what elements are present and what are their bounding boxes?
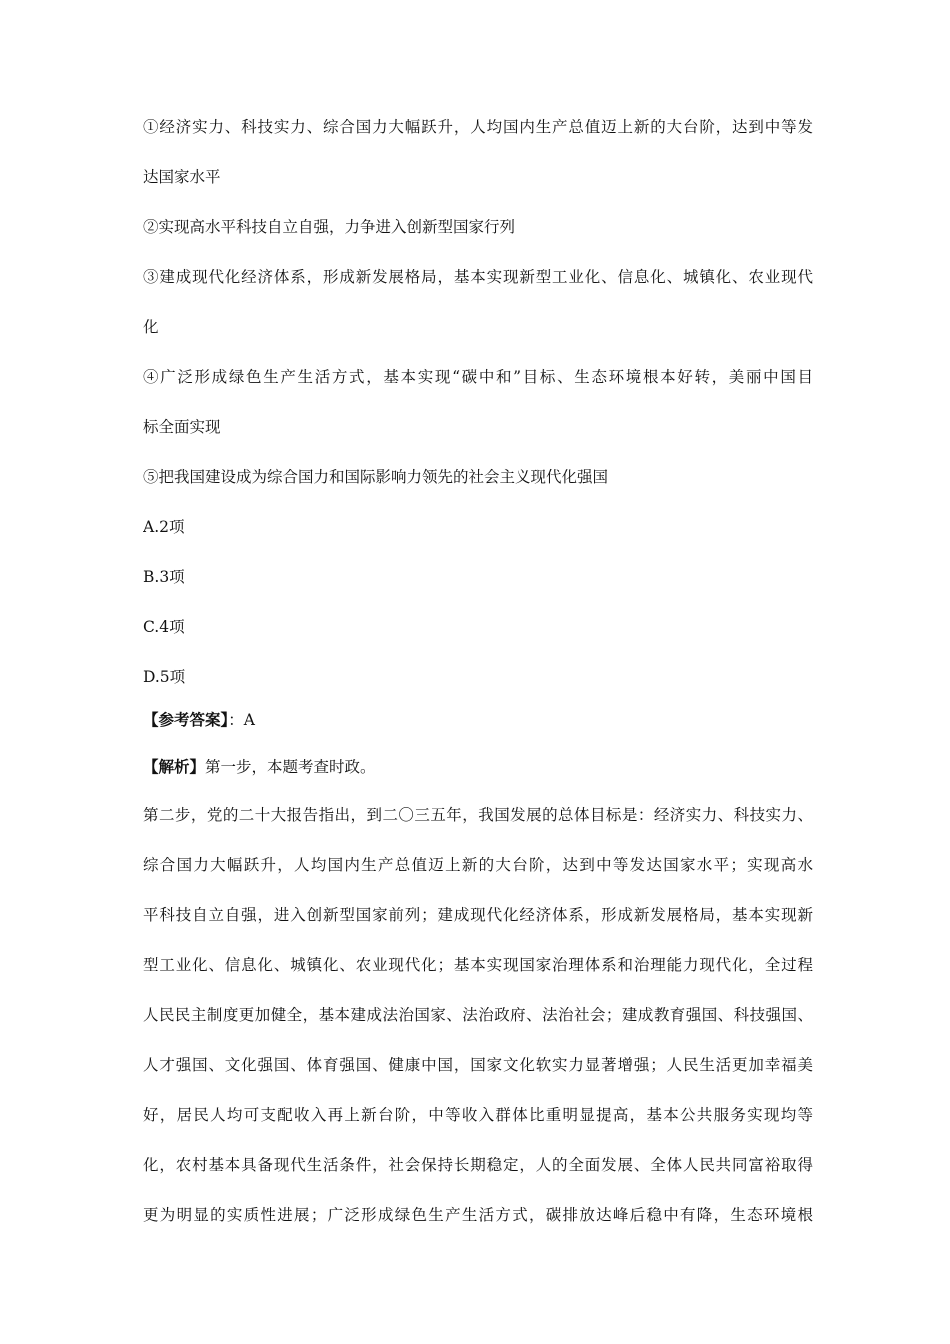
answer-label: 【参考答案】 [143,710,229,729]
option-c: C.4项 [143,618,185,636]
analysis-line-6: 人才强国、文化强国、体育强国、健康中国，国家文化软实力显著增强；人民生活更加幸福美 [143,1056,813,1074]
statement-1-line-1: ①经济实力、科技实力、综合国力大幅跃升，人均国内生产总值迈上新的大台阶，达到中等发 [143,118,813,136]
analysis-label: 【解析】 [143,757,206,776]
statement-4-line-1: ④广泛形成绿色生产生活方式，基本实现“碳中和”目标、生态环境根本好转，美丽中国目 [143,368,813,386]
option-d: D.5项 [143,668,186,686]
statement-1-line-2: 达国家水平 [143,168,221,186]
answer-value: ：A [228,711,255,729]
analysis-line-4: 型工业化、信息化、城镇化、农业现代化；基本实现国家治理体系和治理能力现代化，全过程 [143,956,813,974]
statement-3-line-2: 化 [143,318,159,336]
statement-3-line-1: ③建成现代化经济体系，形成新发展格局，基本实现新型工业化、信息化、城镇化、农业现代 [143,268,813,286]
statement-5-line-1: ⑤把我国建设成为综合国力和国际影响力领先的社会主义现代化强国 [143,468,609,486]
statement-2-line-1: ②实现高水平科技自立自强，力争进入创新型国家行列 [143,218,516,236]
analysis-line-3: 平科技自立自强，进入创新型国家前列；建成现代化经济体系，形成新发展格局，基本实现新 [143,906,813,924]
option-b: B.3项 [143,568,185,586]
analysis-line-8: 化，农村基本具备现代生活条件，社会保持长期稳定，人的全面发展、全体人民共同富裕取得 [143,1156,813,1174]
analysis-step1: 第一步，本题考查时政。 [205,758,376,776]
answer-line [143,710,813,730]
analysis-line-5: 人民民主制度更加健全，基本建成法治国家、法治政府、法治社会；建成教育强国、科技强国、 [143,1006,813,1024]
option-a: A.2项 [143,518,185,536]
analysis-line-2: 综合国力大幅跃升，人均国内生产总值迈上新的大台阶，达到中等发达国家水平；实现高水 [143,856,813,874]
analysis-step1-line [143,757,813,777]
analysis-line-1: 第二步，党的二十大报告指出，到二〇三五年，我国发展的总体目标是：经济实力、科技实力、 [143,806,813,824]
analysis-line-9: 更为明显的实质性进展；广泛形成绿色生产生活方式，碳排放达峰后稳中有降，生态环境根 [143,1206,813,1224]
analysis-line-7: 好，居民人均可支配收入再上新台阶，中等收入群体比重明显提高，基本公共服务实现均等 [143,1106,813,1124]
statement-4-line-2: 标全面实现 [143,418,221,436]
